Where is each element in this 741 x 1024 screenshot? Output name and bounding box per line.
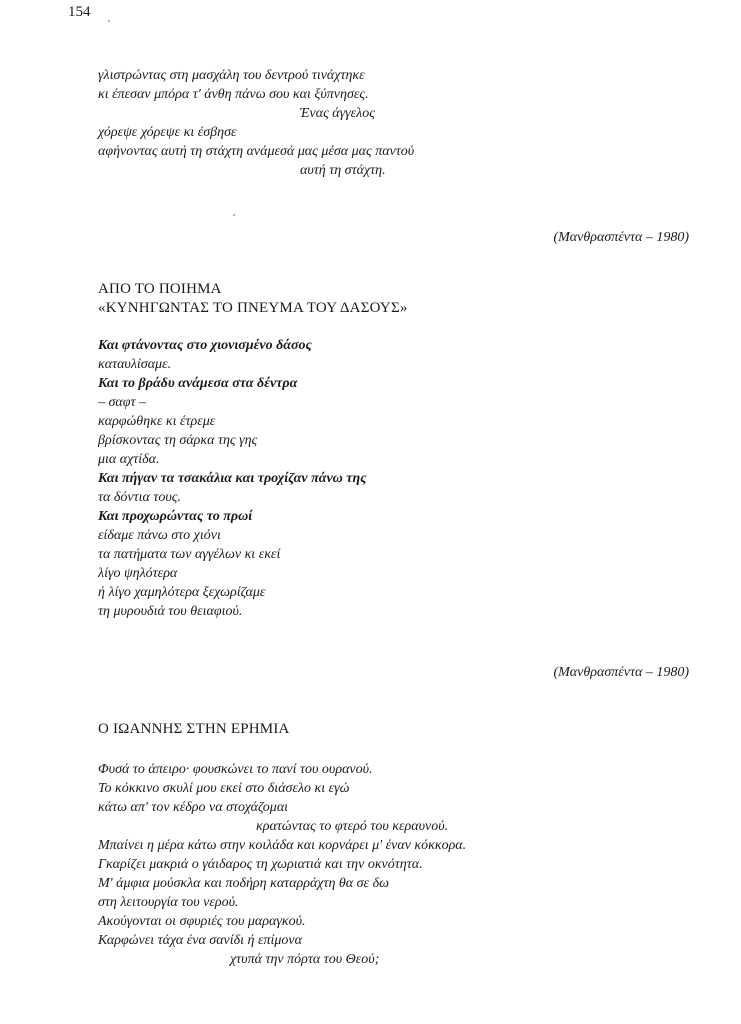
poem-fragment-line: χόρεψε χόρεψε κι έσβησε — [98, 125, 237, 140]
poem-hunting-line: – σαφτ – — [98, 395, 147, 410]
poem-hunting-line: λίγο ψηλότερα — [98, 566, 178, 581]
page-number: 154 — [68, 4, 91, 20]
poem-title-block — [98, 720, 681, 739]
poem-fragment-line: Ένας άγγελος — [300, 106, 375, 121]
poem-hunting-line: τη μυρουδιά του θειαφιού. — [98, 604, 243, 619]
poem-ioannis-in-wilderness — [98, 760, 681, 969]
poem-ioannis-line: Ακούγονται οι σφυριές του μαραγκού. — [98, 914, 306, 929]
poem-hunting-line: μια αχτίδα. — [98, 452, 160, 467]
poem-signature-1: (Μανθρασπέντα – 1980) — [553, 230, 689, 245]
poem-fragment-line: κι έπεσαν μπόρα τ' άνθη πάνω σου και ξύπνησες. — [98, 87, 369, 102]
poem-hunting-line: καρφώθηκε κι έτρεμε — [98, 414, 216, 429]
poem-hunting-line: τα δόντια τους. — [98, 490, 181, 505]
poem-hunting-line: ή λίγο χαμηλότερα ξεχωρίζαμε — [98, 585, 266, 600]
poem-ioannis-line: Το κόκκινο σκυλί μου εκεί στο διάσελο κι εγώ — [98, 781, 350, 796]
poem-ioannis-line: κρατώντας το φτερό του κεραυνού. — [256, 819, 449, 834]
poem-ioannis-line: κάτω απ' τον κέδρο να στοχάζομαι — [98, 800, 289, 815]
poem-ioannis-line: Φυσά το άπειρο· φουσκώνει το πανί του ουρανού. — [98, 762, 373, 777]
poem-ioannis-line: Καρφώνει τάχα ένα σανίδι ή επίμονα — [98, 933, 302, 948]
poem-hunting-line: βρίσκοντας τη σάρκα της γης — [98, 433, 258, 448]
poem-fragment-previous — [98, 66, 681, 180]
poem-heading-line-2: «ΚΥΝΗΓΩΝΤΑΣ ΤΟ ΠΝΕΥΜΑ ΤΟΥ ΔΑΣΟΥΣ» — [98, 300, 408, 316]
poem-hunting-line: τα πατήματα των αγγέλων κι εκεί — [98, 547, 281, 562]
poem-heading-block — [98, 280, 681, 318]
poem-fragment-line: αυτή τη στάχτη. — [300, 163, 386, 178]
poem-fragment-line: αφήνοντας αυτή τη στάχτη ανάμεσά μας μέσα μας παντού — [98, 144, 415, 159]
poem-hunting-line: Και φτάνοντας στο χιονισμένο δάσος — [98, 338, 312, 353]
poem-ioannis-line: Γκαρίζει μακριά ο γάιδαρος τη χωριατιά και την οκνότητα. — [98, 857, 423, 872]
poem-hunting-line: Και το βράδυ ανάμεσα στα δέντρα — [98, 376, 298, 391]
poem-ioannis-line: χτυπά την πόρτα του Θεού; — [230, 952, 380, 967]
poem-hunting-forest-spirit — [98, 336, 681, 621]
poem-hunting-line: Και πήγαν τα τσακάλια και τροχίζαν πάνω της — [98, 471, 367, 486]
poem-ioannis-line: στη λειτουργία του νερού. — [98, 895, 239, 910]
poem-ioannis-line: Μ' άμφια μούσκλα και ποδήρη καταρράχτη θα σε δω — [98, 876, 389, 891]
poem-hunting-line: Και προχωρώντας το πρωί — [98, 509, 253, 524]
poem-signature-2: (Μανθρασπέντα – 1980) — [553, 665, 689, 680]
print-speck — [233, 214, 235, 216]
poem-hunting-line: καταυλίσαμε. — [98, 357, 172, 372]
poem-ioannis-line: Μπαίνει η μέρα κάτω στην κοιλάδα και κορνάρει μ' έναν κόκκορα. — [98, 838, 467, 853]
poem-hunting-line: είδαμε πάνω στο χιόνι — [98, 528, 221, 543]
poem-fragment-line: γλιστρώντας στη μασχάλη του δεντρού τινάχτηκε — [98, 68, 365, 83]
poem-heading-line-1: ΑΠΟ ΤΟ ΠΟΙΗΜΑ — [98, 281, 222, 297]
poem-title-ioannis: Ο ΙΩΑΝΝΗΣ ΣΤΗΝ ΕΡΗΜΙΑ — [98, 721, 290, 737]
print-speck — [108, 20, 110, 22]
